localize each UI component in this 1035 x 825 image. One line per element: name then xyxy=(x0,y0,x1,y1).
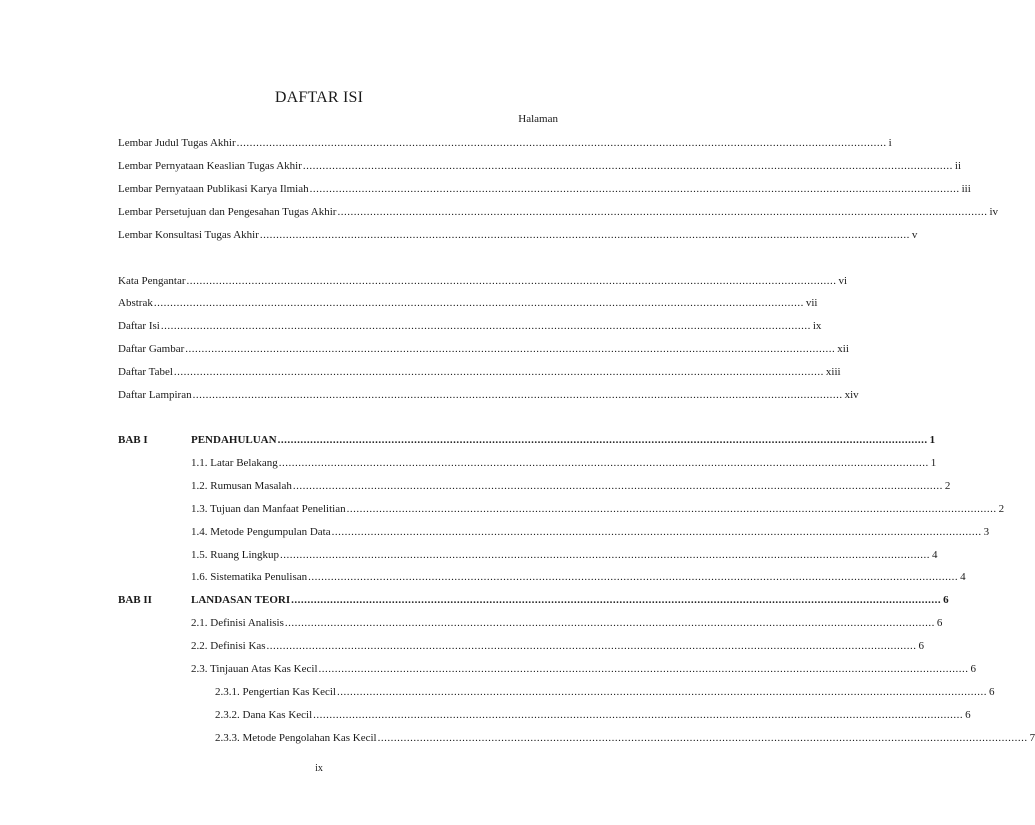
toc-chapter-title: LANDASAN TEORI xyxy=(191,594,291,606)
toc-section[interactable] xyxy=(191,526,990,542)
toc-entry-pernyataan-keaslian[interactable] xyxy=(118,160,962,176)
dot-leader: ........................................................................................................................................................................................................ xyxy=(280,549,930,561)
dot-leader: ........................................................................................................................................................................................................ xyxy=(186,275,837,287)
dot-leader: ........................................................................................................................................................................................................ xyxy=(309,183,960,195)
toc-entry-page: ii xyxy=(954,160,962,172)
toc-section[interactable] xyxy=(191,571,966,587)
toc-entry-label: 1.6. Sistematika Penulisan xyxy=(191,571,308,583)
toc-entry-page: v xyxy=(911,229,918,241)
toc-entry-label: Daftar Tabel xyxy=(118,366,173,378)
toc-entry-page: 1 xyxy=(929,434,936,446)
toc-entry-page: 4 xyxy=(932,549,938,561)
toc-entry-page: 1 xyxy=(930,457,937,469)
dot-leader: ........................................................................................................................................................................................................ xyxy=(284,617,935,629)
toc-entry-label: Lembar Persetujuan dan Pengesahan Tugas Akhir xyxy=(118,206,337,218)
page-title: DAFTAR ISI xyxy=(274,89,364,106)
toc-entry-label: Lembar Pernyataan Publikasi Karya Ilmiah xyxy=(118,183,309,195)
toc-chapter-landasan-teori[interactable] xyxy=(191,594,949,610)
toc-entry-label: 2.2. Definisi Kas xyxy=(191,640,266,652)
toc-entry-abstrak[interactable] xyxy=(118,297,818,313)
toc-entry-label: 1.4. Metode Pengumpulan Data xyxy=(191,526,331,538)
dot-leader: ........................................................................................................................................................................................................ xyxy=(236,137,887,149)
page-column-header: Halaman xyxy=(518,113,558,125)
toc-entry-label: Kata Pengantar xyxy=(118,275,186,287)
toc-subsection[interactable] xyxy=(215,732,1035,748)
toc-section[interactable] xyxy=(191,549,938,565)
toc-entry-page: 7 xyxy=(1029,732,1035,744)
dot-leader: ........................................................................................................................................................................................................ xyxy=(346,503,997,515)
toc-entry-label: Lembar Judul Tugas Akhir xyxy=(118,137,236,149)
toc-entry-label: Daftar Gambar xyxy=(118,343,185,355)
toc-entry-label: 2.3. Tinjauan Atas Kas Kecil xyxy=(191,663,318,675)
dot-leader: ........................................................................................................................................................................................................ xyxy=(185,343,836,355)
toc-entry-page: vii xyxy=(805,297,818,309)
toc-entry-page: 6 xyxy=(988,686,995,698)
toc-entry-persetujuan-pengesahan[interactable] xyxy=(118,206,998,222)
toc-entry-label: 1.5. Ruang Lingkup xyxy=(191,549,279,561)
dot-leader: ........................................................................................................................................................................................................ xyxy=(318,663,969,675)
toc-entry-label: Daftar Isi xyxy=(118,320,160,332)
toc-entry-daftar-gambar[interactable] xyxy=(118,343,849,359)
dot-leader: ........................................................................................................................................................................................................ xyxy=(308,571,959,583)
toc-entry-kata-pengantar[interactable] xyxy=(118,275,848,291)
toc-subsection[interactable] xyxy=(215,686,995,702)
toc-entry-page: iv xyxy=(989,206,998,218)
toc-section[interactable] xyxy=(191,640,925,656)
toc-entry-page: xiv xyxy=(844,389,859,401)
toc-entry-label: Abstrak xyxy=(118,297,153,309)
toc-entry-page: 2 xyxy=(944,480,951,492)
dot-leader: ........................................................................................................................................................................................................ xyxy=(278,457,929,469)
toc-chapter-pendahuluan[interactable] xyxy=(191,434,936,450)
dot-leader: ........................................................................................................................................................................................................ xyxy=(266,640,917,652)
toc-entry-daftar-tabel[interactable] xyxy=(118,366,841,382)
dot-leader: ........................................................................................................................................................................................................ xyxy=(337,206,988,218)
toc-entry-label: 2.3.2. Dana Kas Kecil xyxy=(215,709,313,721)
dot-leader: ........................................................................................................................................................................................................ xyxy=(192,389,843,401)
dot-leader: ........................................................................................................................................................................................................ xyxy=(331,526,982,538)
dot-leader: ........................................................................................................................................................................................................ xyxy=(259,229,910,241)
dot-leader: ........................................................................................................................................................................................................ xyxy=(277,434,928,446)
toc-entry-label: Lembar Pernyataan Keaslian Tugas Akhir xyxy=(118,160,302,172)
toc-entry-page: i xyxy=(888,137,892,149)
toc-entry-daftar-isi[interactable] xyxy=(118,320,822,336)
chapter-number: BAB I xyxy=(118,434,148,446)
toc-entry-page: iii xyxy=(961,183,971,195)
toc-entry-daftar-lampiran[interactable] xyxy=(118,389,859,405)
toc-entry-label: 2.1. Definisi Analisis xyxy=(191,617,284,629)
toc-entry-page: vi xyxy=(838,275,848,287)
dot-leader: ........................................................................................................................................................................................................ xyxy=(302,160,953,172)
dot-leader: ........................................................................................................................................................................................................ xyxy=(173,366,824,378)
toc-entry-label: Lembar Konsultasi Tugas Akhir xyxy=(118,229,259,241)
toc-entry-page: 6 xyxy=(965,709,971,721)
toc-entry-page: 4 xyxy=(960,571,966,583)
toc-entry-label: 1.3. Tujuan dan Manfaat Penelitian xyxy=(191,503,346,515)
dot-leader: ........................................................................................................................................................................................................ xyxy=(377,732,1028,744)
toc-section[interactable] xyxy=(191,617,943,633)
toc-entry-page: 2 xyxy=(998,503,1005,515)
footer-page-number: ix xyxy=(315,763,323,774)
dot-leader: ........................................................................................................................................................................................................ xyxy=(292,480,943,492)
toc-entry-page: 6 xyxy=(943,594,949,606)
toc-section[interactable] xyxy=(191,457,937,473)
toc-entry-konsultasi[interactable] xyxy=(118,229,918,245)
dot-leader: ........................................................................................................................................................................................................ xyxy=(336,686,987,698)
dot-leader: ........................................................................................................................................................................................................ xyxy=(291,594,942,606)
toc-subsection[interactable] xyxy=(215,709,971,725)
toc-entry-lembar-judul[interactable] xyxy=(118,137,892,153)
toc-entry-label: 2.3.1. Pengertian Kas Kecil xyxy=(215,686,336,698)
dot-leader: ........................................................................................................................................................................................................ xyxy=(313,709,964,721)
toc-entry-page: xiii xyxy=(825,366,841,378)
toc-entry-page: 6 xyxy=(918,640,925,652)
toc-entry-page: 6 xyxy=(936,617,943,629)
toc-entry-page: xii xyxy=(837,343,849,355)
toc-chapter-title: PENDAHULUAN xyxy=(191,434,277,446)
toc-entry-page: 3 xyxy=(983,526,990,538)
dot-leader: ........................................................................................................................................................................................................ xyxy=(160,320,811,332)
chapter-number: BAB II xyxy=(118,594,152,606)
toc-entry-label: Daftar Lampiran xyxy=(118,389,192,401)
toc-entry-publikasi-karya[interactable] xyxy=(118,183,971,199)
toc-section[interactable] xyxy=(191,480,951,496)
toc-entry-page: 6 xyxy=(970,663,976,675)
toc-entry-label: 2.3.3. Metode Pengolahan Kas Kecil xyxy=(215,732,377,744)
toc-entry-page: ix xyxy=(812,320,822,332)
toc-entry-label: 1.2. Rumusan Masalah xyxy=(191,480,292,492)
dot-leader: ........................................................................................................................................................................................................ xyxy=(153,297,804,309)
toc-section[interactable] xyxy=(191,663,976,679)
toc-entry-label: 1.1. Latar Belakang xyxy=(191,457,278,469)
toc-section[interactable] xyxy=(191,503,1005,519)
